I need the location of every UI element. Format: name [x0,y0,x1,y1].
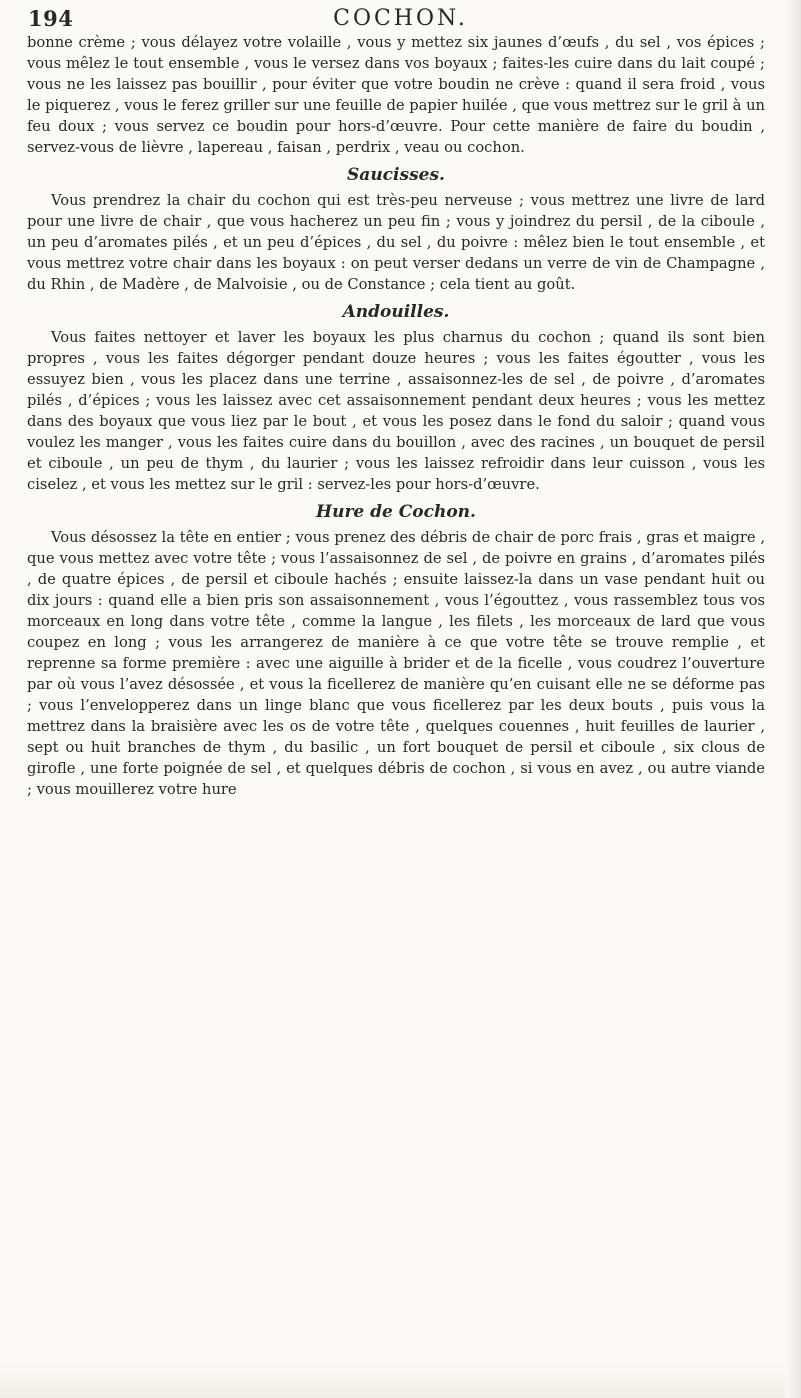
section-title-hure-de-cochon: Hure de Cochon. [316,502,476,522]
section-title-saucisses: Saucisses. [347,165,445,185]
page-body [27,32,765,800]
page-number: 194 [28,6,74,31]
page-bottom-margin [0,1362,801,1398]
section-text-hure-de-cochon: Vous désossez la tête en entier ; vous prenez des débris de chair de porc frais , gras et maigre , que vous mettez avec votre tête ; vous l’assaisonnez de sel , de poivre en grains , d’aromates pilés , de quatre épices , de persil et ciboule hachés ; ensuite laissez-la dans un vase pendant huit ou dix jours : quand elle a bien pris son assaisonnement , vous l’égouttez , vous rassemblez tous vos morceaux en long dans votre tête , comme la langue , les filets , les morceaux de lard que vous coupez en long ; vous les arrangerez de manière à ce que votre tête se trouve remplie , et reprenne sa forme première : avec une aiguille à brider et de la ficelle , vous coudrez l’ouverture par où vous l’avez désossée , et vous la ficellerez de manière qu’en cuisant elle ne se déforme pas ; vous l’envelopperez dans un linge blanc que vous ficellerez par les deux bouts , puis vous la mettrez dans la braisière avec les os de votre tête , quelques couennes , huit feuilles de laurier , sept ou huit branches de thym , du basilic , un fort bouquet de persil et ciboule , six clous de girofle , une forte poignée de sel , et quelques débris de cochon , si vous en avez , ou autre viande ; vous mouillerez votre hure [27,529,765,798]
page-right-edge [785,0,801,1398]
section-text-saucisses: Vous prendrez la chair du cochon qui est très-peu nerveuse ; vous mettrez une livre de lard pour une livre de chair , que vous hacherez un peu fin ; vous y joindrez du persil , de la ciboule , un peu d’aromates pilés , et un peu d’épices , du sel , du poivre : mêlez bien le tout ensemble , et vous mettrez votre chair dans les boyaux : on peut verser dedans un verre de vin de Champagne , du Rhin , de Madère , de Malvoisie , ou de Constance ; cela tient au goût. [27,192,765,293]
running-head: COCHON. [333,6,468,31]
intro-paragraph: bonne crème ; vous délayez votre volaille , vous y mettez six jaunes d’œufs , du sel , vos épices ; vous mêlez le tout ensemble , vous le versez dans vos boyaux ; faites-les cuire dans du lait coupé ; vous ne les laissez pas bouillir , pour éviter que votre boudin ne crève : quand il sera froid , vous le piquerez , vous le ferez griller sur une feuille de papier huilée , que vous mettrez sur le gril à un feu doux ; vous servez ce boudin pour hors-d’œuvre. Pour cette manière de faire du boudin , servez-vous de lièvre , lapereau , faisan , perdrix , veau ou cochon. [27,34,765,156]
section-text-andouilles: Vous faites nettoyer et laver les boyaux les plus charnus du cochon ; quand ils sont bien propres , vous les faites dégorger pendant douze heures ; vous les faites égoutter , vous les essuyez bien , vous les placez dans une terrine , assaisonnez-les de sel , de poivre , d’aromates pilés , d’épices ; vous les laissez avec cet assaisonnement pendant deux heures ; vous les mettez dans des boyaux que vous liez par le bout , et vous les posez dans le fond du saloir ; quand vous voulez les manger , vous les faites cuire dans du bouillon , avec des racines , un bouquet de persil et ciboule , un peu de thym , du laurier ; vous les laissez refroidir dans leur cuisson , vous les ciselez , et vous les mettez sur le gril : servez-les pour hors-d’œuvre. [27,329,765,493]
section-title-andouilles: Andouilles. [342,302,450,322]
